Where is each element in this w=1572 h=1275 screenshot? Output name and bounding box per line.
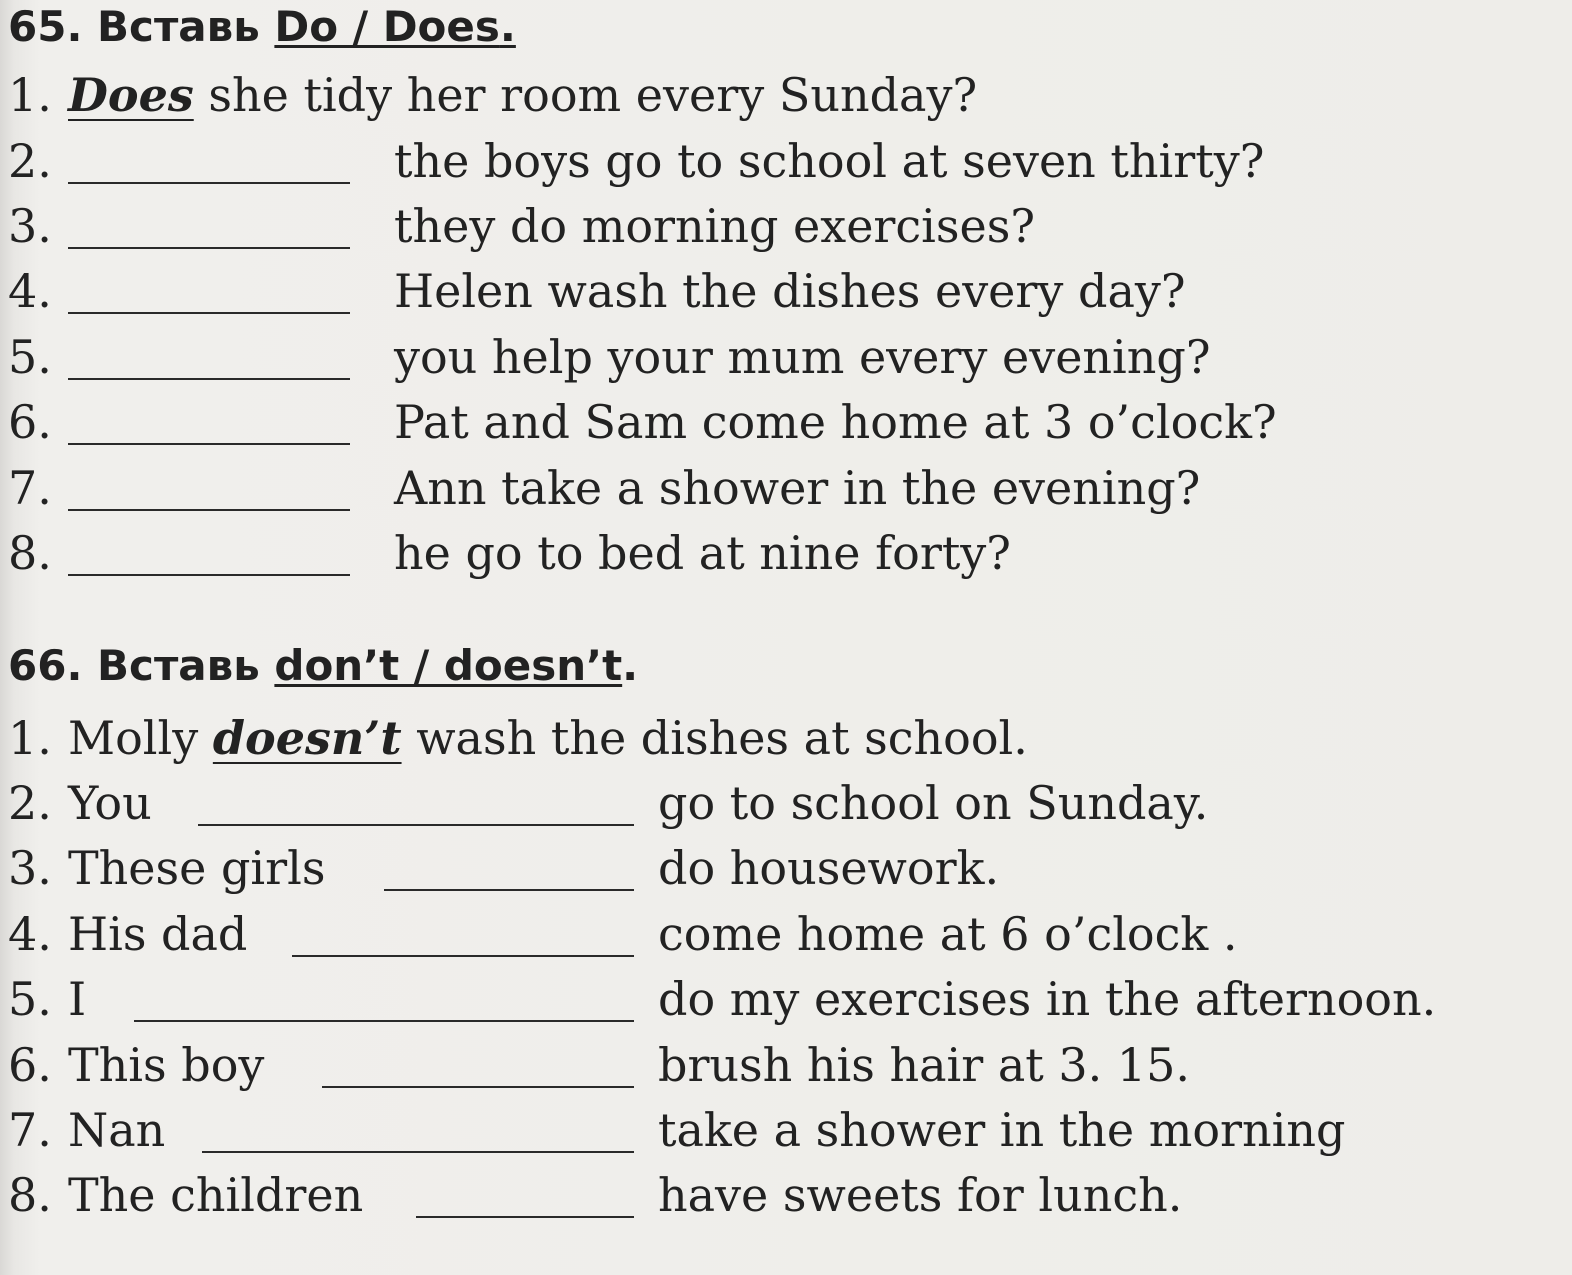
answer-blank[interactable] bbox=[68, 247, 350, 249]
item-number: 1. bbox=[8, 711, 52, 765]
answer-blank[interactable] bbox=[68, 312, 350, 314]
item-text: Ann take a shower in the evening? bbox=[394, 461, 1201, 515]
exercise-word-choices: Do / Does. bbox=[274, 2, 516, 51]
item-subject: I bbox=[68, 972, 87, 1026]
item-number: 8. bbox=[8, 1168, 52, 1222]
answer-blank[interactable] bbox=[416, 1216, 634, 1218]
item-text: do my exercises in the afternoon. bbox=[658, 972, 1437, 1026]
exercise-word-choices: don’t / doesn’t bbox=[274, 641, 623, 690]
item-number: 6. bbox=[8, 1038, 52, 1092]
answer-blank[interactable] bbox=[134, 1020, 634, 1022]
item-text: you help your mum every evening? bbox=[394, 330, 1211, 384]
item-number: 7. bbox=[8, 461, 52, 515]
item-subject: You bbox=[68, 776, 152, 830]
answer-blank[interactable] bbox=[202, 1151, 634, 1153]
ex65-item-4 bbox=[8, 264, 1408, 324]
item-number: 5. bbox=[8, 330, 52, 384]
item-text: the boys go to school at seven thirty? bbox=[394, 134, 1265, 188]
ex66-item-1 bbox=[8, 711, 1408, 771]
ex66-item-2 bbox=[8, 776, 1508, 836]
answer-blank[interactable] bbox=[322, 1086, 634, 1088]
item-subject: His dad bbox=[68, 907, 248, 961]
item-text: do housework. bbox=[658, 841, 1000, 895]
item-text: he go to bed at nine forty? bbox=[394, 526, 1011, 580]
ex66-item-8 bbox=[8, 1168, 1508, 1228]
item-number: 2. bbox=[8, 134, 52, 188]
answer-blank[interactable] bbox=[292, 955, 634, 957]
item-text: come home at 6 o’clock . bbox=[658, 907, 1238, 961]
item-text: wash the dishes at school. bbox=[416, 711, 1028, 765]
ex65-item-5 bbox=[8, 330, 1408, 390]
exercise-instruction: Вставь bbox=[97, 641, 260, 690]
item-text: Pat and Sam come home at 3 o’clock? bbox=[394, 395, 1277, 449]
answer-blank[interactable] bbox=[68, 378, 350, 380]
item-number: 3. bbox=[8, 199, 52, 253]
item-subject: These girls bbox=[68, 841, 326, 895]
exercise-65-heading bbox=[8, 2, 516, 51]
exercise-number: 66. bbox=[8, 641, 83, 690]
item-subject: Nan bbox=[68, 1103, 166, 1157]
exercise-instruction: Вставь bbox=[97, 2, 260, 51]
ex65-item-8 bbox=[8, 526, 1408, 586]
ex65-item-2 bbox=[8, 134, 1408, 194]
item-text: take a shower in the morning bbox=[658, 1103, 1346, 1157]
item-text: they do morning exercises? bbox=[394, 199, 1035, 253]
exercise-number: 65. bbox=[8, 2, 83, 51]
ex66-item-4 bbox=[8, 907, 1508, 967]
item-number: 8. bbox=[8, 526, 52, 580]
ex66-item-6 bbox=[8, 1038, 1508, 1098]
item-number: 3. bbox=[8, 841, 52, 895]
ex65-item-6 bbox=[8, 395, 1408, 455]
item-number: 2. bbox=[8, 776, 52, 830]
exercise-66-heading: 66. Вставь don’t / doesn’t. bbox=[8, 641, 639, 690]
example-answer: Does bbox=[68, 68, 194, 122]
item-text: Helen wash the dishes every day? bbox=[394, 264, 1186, 318]
item-number: 4. bbox=[8, 264, 52, 318]
answer-blank[interactable] bbox=[68, 443, 350, 445]
item-number: 5. bbox=[8, 972, 52, 1026]
answer-blank[interactable] bbox=[68, 574, 350, 576]
answer-blank[interactable] bbox=[68, 182, 350, 184]
answer-blank[interactable] bbox=[384, 889, 634, 891]
answer-blank[interactable] bbox=[198, 824, 634, 826]
item-text: go to school on Sunday. bbox=[658, 776, 1209, 830]
example-answer: doesn’t bbox=[212, 711, 402, 765]
ex65-item-1 bbox=[8, 68, 1408, 128]
ex65-item-7 bbox=[8, 461, 1408, 521]
item-subject: Molly bbox=[68, 711, 199, 765]
ex65-item-3 bbox=[8, 199, 1408, 259]
item-number: 7. bbox=[8, 1103, 52, 1157]
item-text: have sweets for lunch. bbox=[658, 1168, 1183, 1222]
item-number: 1. bbox=[8, 68, 52, 122]
item-number: 4. bbox=[8, 907, 52, 961]
ex66-item-5 bbox=[8, 972, 1508, 1032]
item-subject: This boy bbox=[68, 1038, 265, 1092]
item-text: she tidy her room every Sunday? bbox=[208, 68, 978, 122]
item-number: 6. bbox=[8, 395, 52, 449]
ex66-item-3 bbox=[8, 841, 1508, 901]
item-text: brush his hair at 3. 15. bbox=[658, 1038, 1191, 1092]
item-subject: The children bbox=[68, 1168, 364, 1222]
ex66-item-7 bbox=[8, 1103, 1508, 1163]
answer-blank[interactable] bbox=[68, 509, 350, 511]
